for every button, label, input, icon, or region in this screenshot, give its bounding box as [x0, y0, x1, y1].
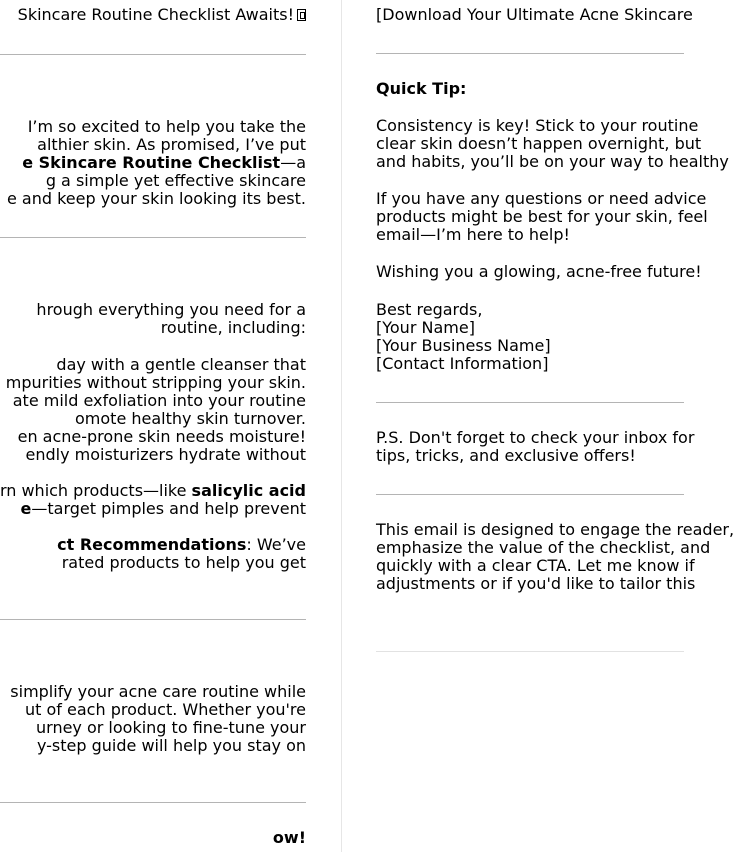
contents-line: rated products to help you get	[61, 553, 306, 572]
contents-line: day with a gentle cleanser that	[56, 355, 306, 374]
cta-heading: ow!	[272, 828, 306, 847]
divider	[376, 494, 684, 495]
divider	[376, 651, 684, 652]
intro-line: e and keep your skin looking its best.	[6, 189, 306, 208]
right-header-text: [Download Your Ultimate Acne Skincare	[376, 5, 693, 24]
contents-line: en acne-prone skin needs moisture!	[17, 427, 306, 446]
ingredient-bold: salicylic acid	[191, 481, 306, 500]
contents-line: rn which products—like salicylic acid	[0, 481, 306, 500]
note-line: This email is designed to engage the reader,	[376, 520, 734, 539]
note-line: emphasize the value of the checklist, and	[376, 538, 711, 557]
note-line: quickly with a clear CTA. Let me know if	[376, 556, 695, 575]
questions-line: If you have any questions or need advice	[376, 189, 707, 208]
signoff-regards: Best regards,	[376, 300, 483, 319]
summary-line: y-step guide will help you stay on	[36, 736, 306, 755]
missing-glyph-icon	[297, 9, 306, 21]
questions-line: email—I’m here to help!	[376, 225, 570, 244]
quick-tip-line: Consistency is key! Stick to your routine	[376, 116, 699, 135]
divider	[0, 54, 306, 55]
signoff-business: [Your Business Name]	[376, 336, 551, 355]
ingredient-bold: e	[20, 499, 32, 518]
intro-line: g a simple yet effective skincare	[45, 171, 306, 190]
recommendations-bold: ct Recommendations	[57, 535, 247, 554]
summary-line: simplify your acne care routine while	[10, 682, 306, 701]
right-email-column	[376, 0, 734, 861]
divider	[0, 619, 306, 620]
checklist-name-bold: e Skincare Routine Checklist	[22, 153, 281, 172]
intro-line: althier skin. As promised, I’ve put	[37, 135, 306, 154]
note-line: adjustments or if you'd like to tailor this	[376, 574, 696, 593]
signoff-contact: [Contact Information]	[376, 354, 549, 373]
left-header-line	[18, 6, 306, 24]
intro-line: e Skincare Routine Checklist—a	[22, 153, 306, 172]
contents-line: ate mild exfoliation into your routine	[12, 391, 306, 410]
left-email-column	[0, 0, 306, 861]
contents-line: hrough everything you need for a	[36, 300, 306, 319]
contents-line: mpurities without stripping your skin.	[5, 373, 306, 392]
left-header-text: Skincare Routine Checklist Awaits!	[17, 5, 294, 24]
contents-line: omote healthy skin turnover.	[75, 409, 306, 428]
summary-line: ut of each product. Whether you're	[25, 700, 306, 719]
ps-line: tips, tricks, and exclusive offers!	[376, 446, 636, 465]
summary-line: urney or looking to fine-tune your	[36, 718, 306, 737]
questions-line: products might be best for your skin, feel	[376, 207, 708, 226]
intro-line: I’m so excited to help you take the	[27, 117, 306, 136]
quick-tip-line: and habits, you’ll be on your way to healthy	[376, 152, 729, 171]
quick-tip-line: clear skin doesn’t happen overnight, but	[376, 134, 702, 153]
divider	[376, 402, 684, 403]
divider	[0, 802, 306, 803]
divider	[0, 237, 306, 238]
divider	[376, 53, 684, 54]
ps-line: P.S. Don't forget to check your inbox for	[376, 428, 695, 447]
column-divider	[341, 0, 342, 852]
wish-line: Wishing you a glowing, acne-free future!	[376, 262, 702, 281]
contents-line: routine, including:	[160, 318, 306, 337]
contents-line: e—target pimples and help prevent	[20, 499, 306, 518]
signoff-name: [Your Name]	[376, 318, 475, 337]
quick-tip-heading: Quick Tip:	[376, 79, 467, 98]
contents-line: endly moisturizers hydrate without	[25, 445, 306, 464]
contents-line: ct Recommendations: We’ve	[57, 535, 306, 554]
